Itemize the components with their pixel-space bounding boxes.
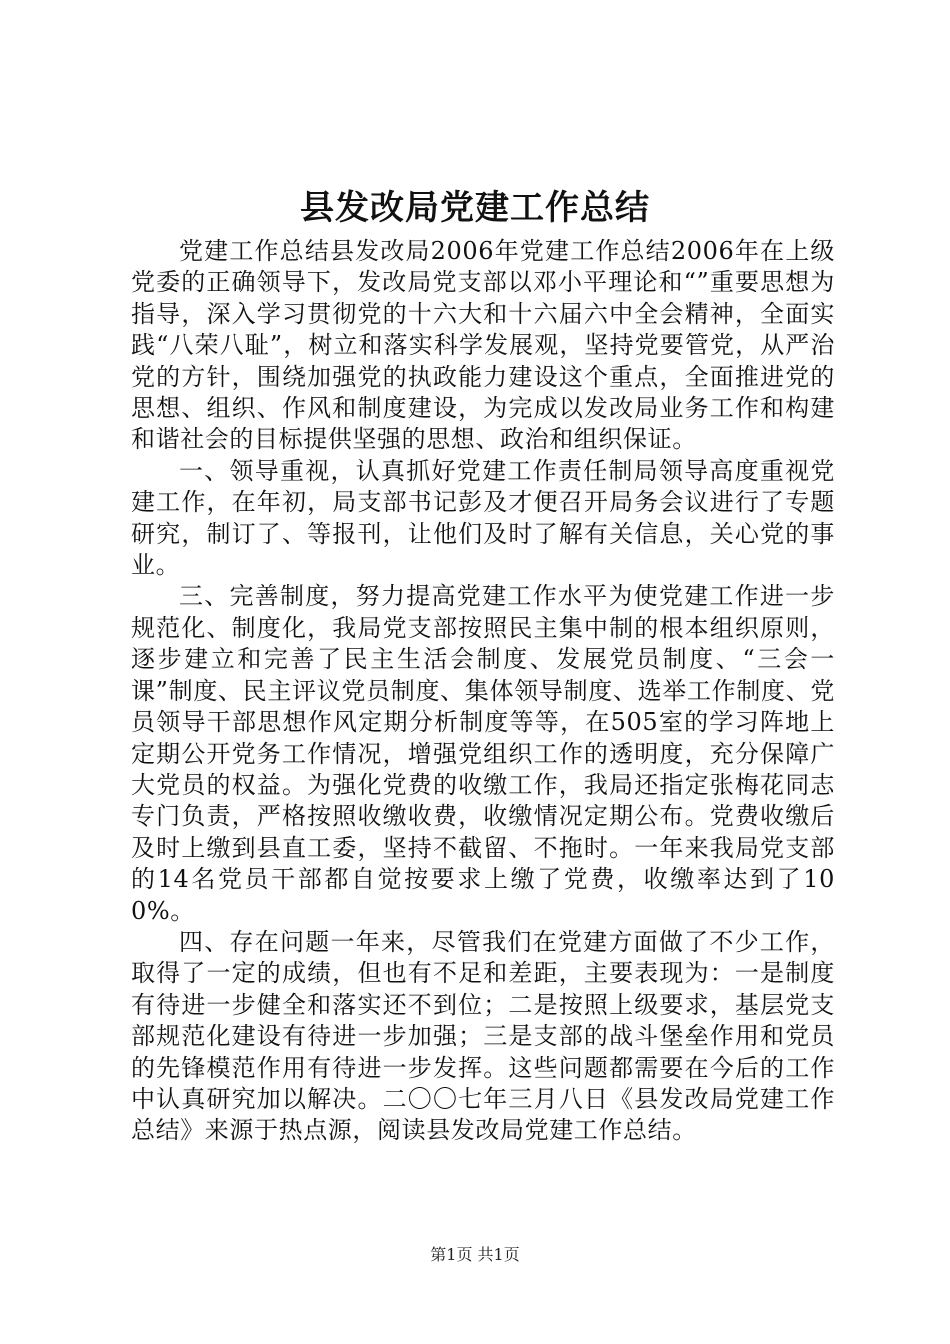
paragraph-problems: 四、存在问题一年来，尽管我们在党建方面做了不少工作，取得了一定的成绩，但也有不足和差距，主要表现为：一是制度有待进一步健全和落实还不到位；二是按照上级要求，基层党支部规范化建设有待进一步加强；三是支部的战斗堡垒作用和党员的先锋模范作用有待进一步发挥。这些问题都需要在今后的工作中认真研究加以解决。二〇〇七年三月八日《县发改局党建工作总结》来源于热点源，阅读县发改局党建工作总结。 — [131, 927, 835, 1145]
paragraph-system: 三、完善制度，努力提高党建工作水平为使党建工作进一步规范化、制度化，我局党支部按照民主集中制的根本组织原则，逐步建立和完善了民主生活会制度、发展党员制度、“三会一课”制度、民主评议党员制度、集体领导制度、选举工作制度、党员领导干部思想作风定期分析制度等等，在505室的学习阵地上定期公开党务工作情况，增强党组织工作的透明度，充分保障广大党员的权益。为强化党费的收缴工作，我局还指定张梅花同志专门负责，严格按照收缴收费，收缴情况定期公布。党费收缴后及时上缴到县直工委，坚持不截留、不拖时。一年来我局党支部的14名党员干部都自觉按要求上缴了党费，收缴率达到了100%。 — [131, 582, 835, 925]
paragraph-intro: 党建工作总结县发改局2006年党建工作总结2006年在上级党委的正确领导下，发改局党支部以邓小平理论和“”重要思想为指导，深入学习贯彻党的十六大和十六届六中全会精神，全面实践“八荣八耻”，树立和落实科学发展观，坚持党要管党，从严治党的方针，围绕加强党的执政能力建设这个重点，全面推进党的思想、组织、作风和制度建设，为完成以发改局业务工作和构建和谐社会的目标提供坚强的思想、政治和组织保证。 — [131, 237, 835, 454]
page-footer: 第1页 共1页 — [430, 1245, 520, 1264]
paragraph-leadership: 一、领导重视，认真抓好党建工作责任制局领导高度重视党建工作，在年初，局支部书记彭及才便召开局务会议进行了专题研究，制订了、等报刊，让他们及时了解有关信息，关心党的事业。 — [131, 456, 835, 580]
document-body — [131, 236, 835, 1147]
document-title: 县发改局党建工作总结 — [300, 188, 650, 228]
